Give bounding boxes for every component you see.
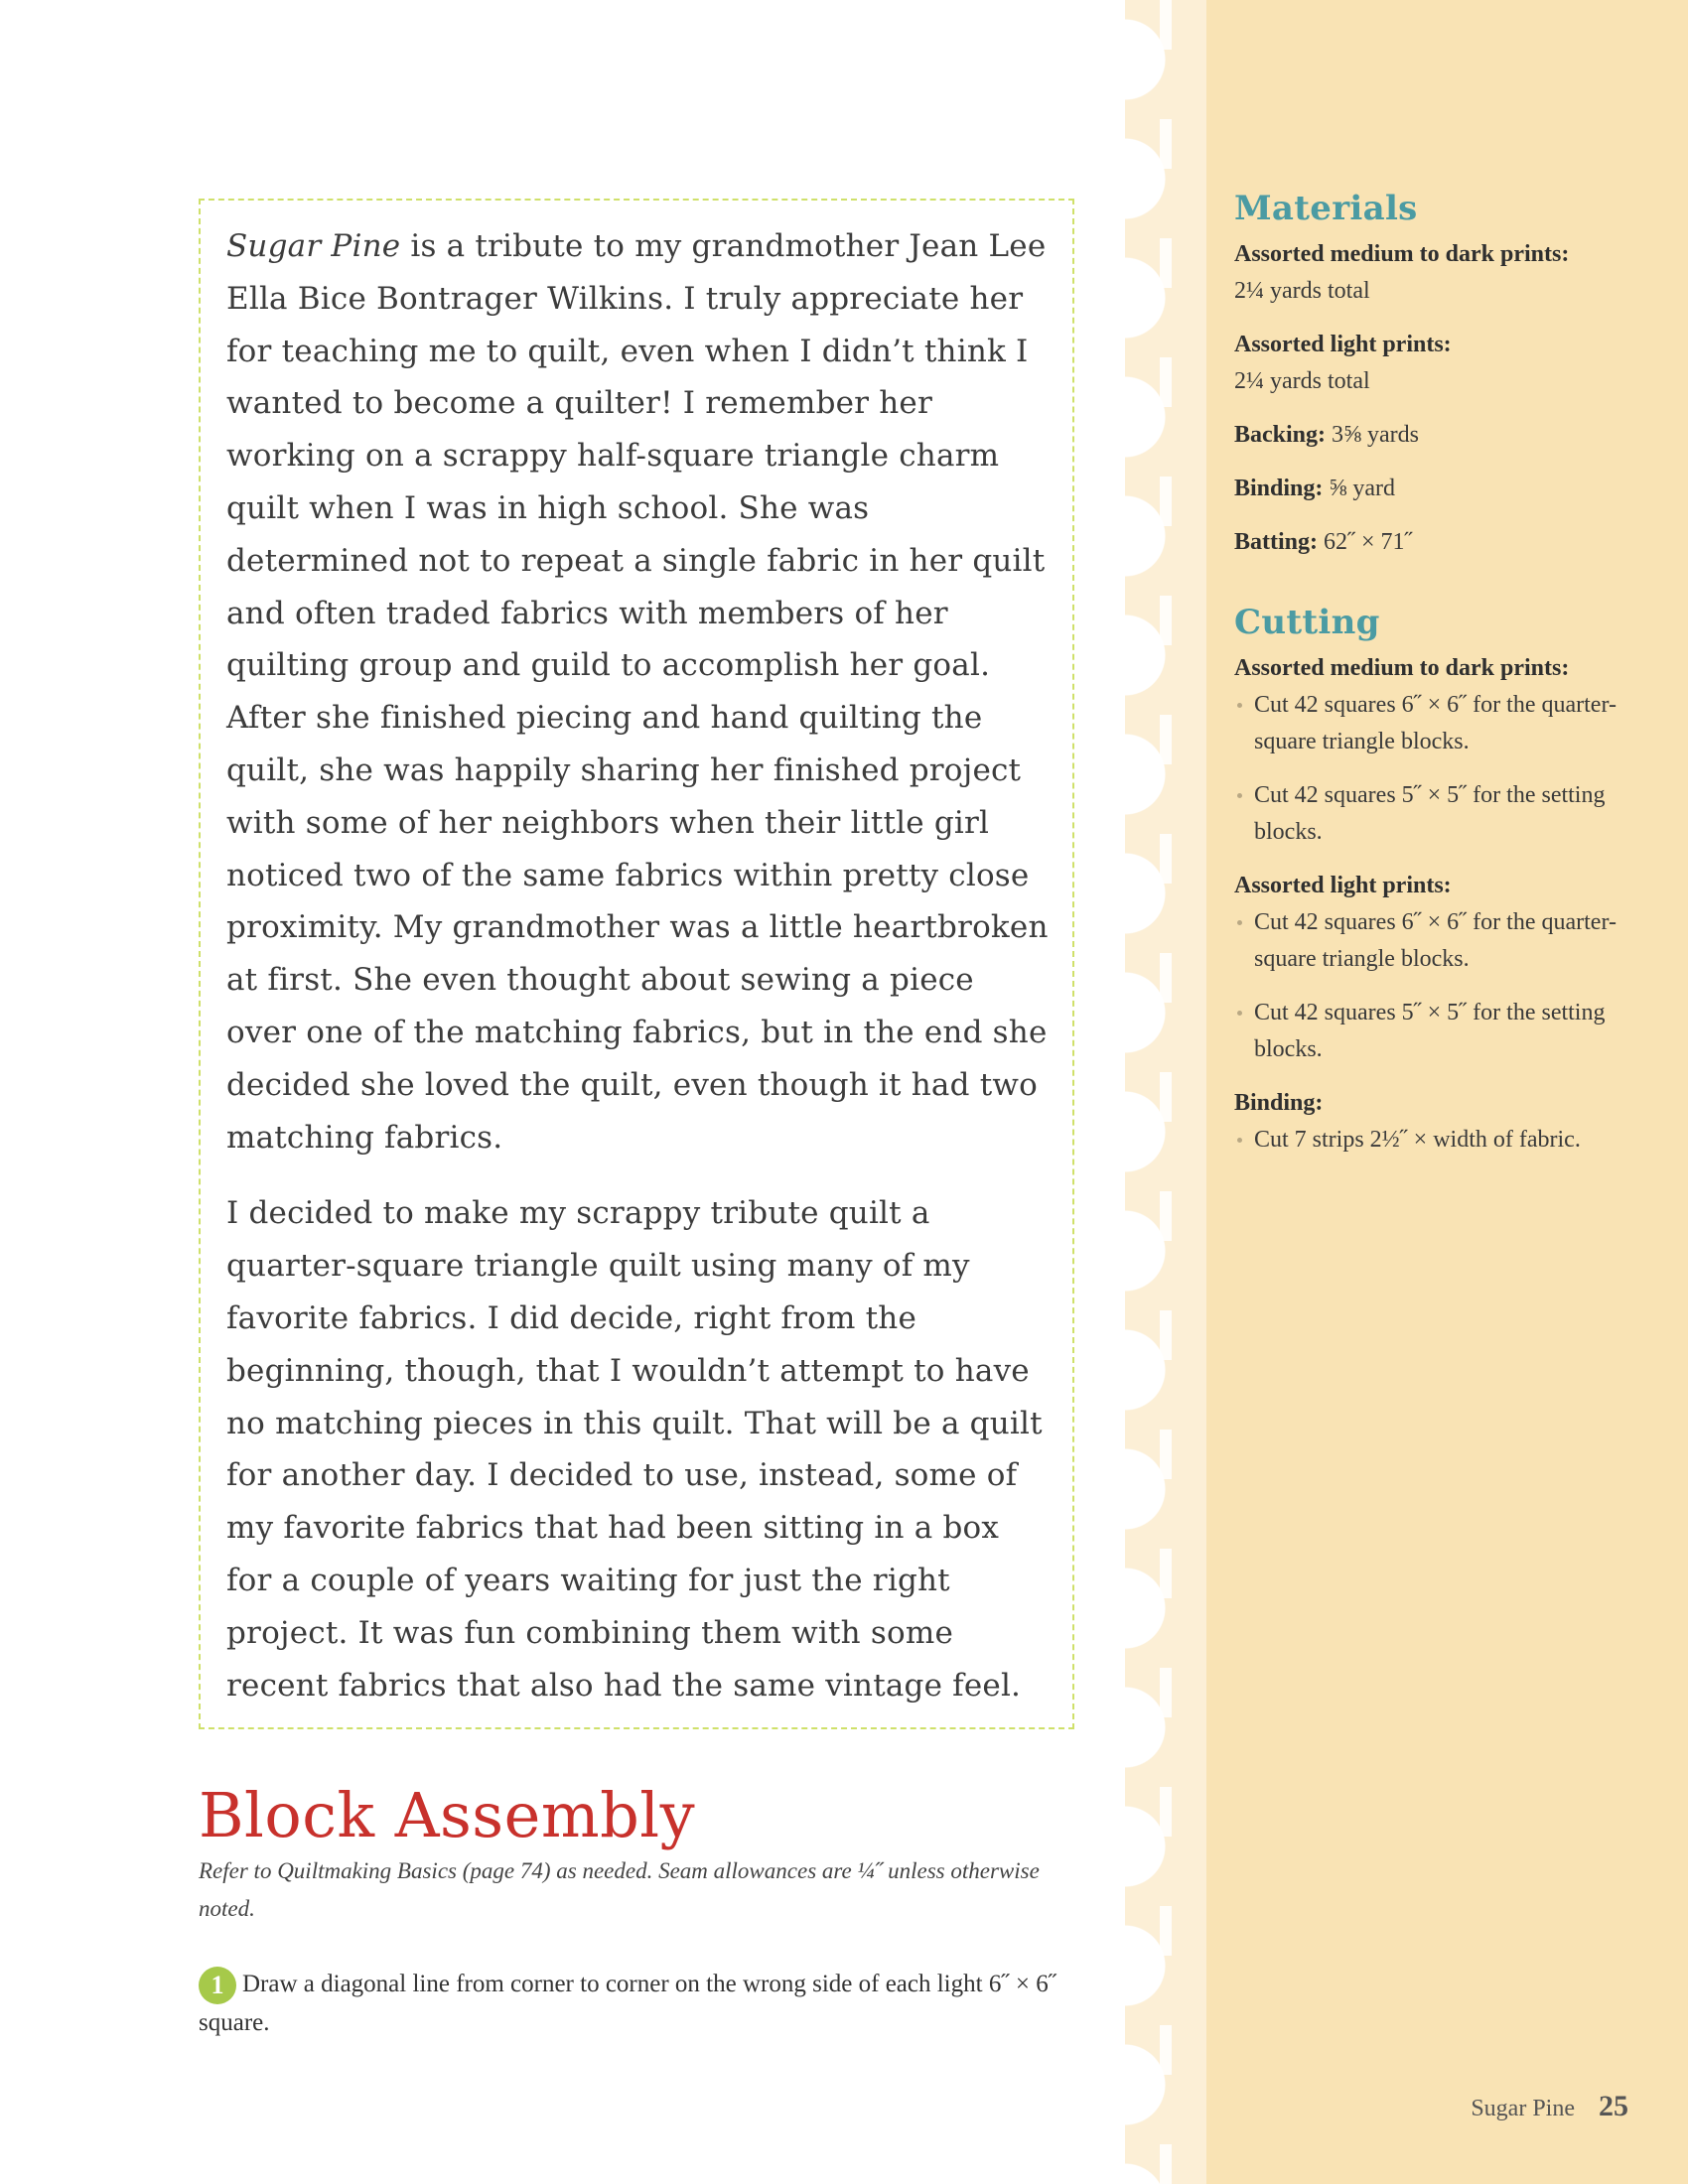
cutting-group — [1234, 868, 1661, 1068]
block-assembly-title: Block Assembly — [199, 1779, 696, 1851]
cutting-group-label: Assorted light prints: — [1234, 873, 1452, 898]
footer-title: Sugar Pine — [1471, 2096, 1575, 2121]
cutting-bullet: Cut 7 strips 2½˝ × width of fabric. — [1234, 1122, 1661, 1159]
cutting-heading: Cutting — [1234, 603, 1380, 642]
step-1 — [199, 1966, 1072, 2042]
story-box — [199, 199, 1074, 1729]
story-paragraph-1-text: is a tribute to my grandmother Jean Lee Ella Bice Bontrager Wilkins. I truly appreciate her for teaching me to quilt, even when I didn’t think I wanted to become a quilter! I remember her working on a scrappy half-square triangle charm quilt when I was in high school. She was determined not to repeat a single fabric in her quilt and often traded fabrics with members of her quilting group and guild to accomplish her goal. After she finished piecing and hand quilting the quilt, she was happily sharing her finished project with some of her neighbors when their little girl noticed two of the same fabrics within pretty close proximity. My grandmother was a little heartbroken at first. She even thought about sewing a piece over one of the matching fabrics, but in the end she decided she loved the quilt, even though it had two matching fabrics. — [226, 228, 1049, 1156]
material-item — [1234, 524, 1661, 561]
page-footer — [1390, 2090, 1628, 2123]
materials-list — [1234, 236, 1661, 561]
cutting-group — [1234, 650, 1661, 851]
cutting-bullet: Cut 42 squares 5˝ × 5˝ for the setting blocks. — [1234, 777, 1661, 851]
scallop-stripe — [1160, 0, 1172, 2184]
material-label: Backing: — [1234, 422, 1327, 448]
material-item — [1234, 327, 1661, 400]
cutting-group-label: Assorted medium to dark prints: — [1234, 655, 1570, 681]
cutting-bullet: Cut 42 squares 5˝ × 5˝ for the setting blocks. — [1234, 995, 1661, 1068]
story-title-italic: Sugar Pine — [226, 228, 401, 264]
material-item — [1234, 471, 1661, 507]
block-assembly-subtitle: Refer to Quiltmaking Basics (page 74) as needed. Seam allowances are ¼˝ unless otherwise noted. — [199, 1858, 1040, 1921]
material-label: Batting: — [1234, 529, 1318, 555]
material-value: 2¼ yards total — [1234, 278, 1370, 304]
material-value: 62˝ × 71˝ — [1318, 529, 1413, 555]
material-value: ⅝ yard — [1323, 476, 1396, 501]
story-paragraph-2: I decided to make my scrappy tribute quilt a quarter-square triangle quilt using many of my favorite fabrics. I did decide, right from the beginning, though, that I wouldn’t attempt to have no matching pieces in this quilt. That will be a quilt for another day. I decided to use, instead, some of my favorite fabrics that had been sitting in a box for a couple of years waiting for just the right project. It was fun combining them with some recent fabrics that also had the same vintage feel. — [226, 1195, 1043, 1704]
material-item — [1234, 236, 1661, 310]
story-paragraph-1 — [226, 220, 1049, 1163]
material-value: 2¼ yards total — [1234, 368, 1370, 394]
page-number: 25 — [1599, 2090, 1628, 2122]
cutting-bullet: Cut 42 squares 6˝ × 6˝ for the quarter-square triangle blocks. — [1234, 904, 1661, 978]
step-number-badge: 1 — [199, 1967, 236, 2004]
material-item — [1234, 417, 1661, 454]
material-value: 3⅝ yards — [1326, 422, 1419, 448]
step-1-text: Draw a diagonal line from corner to corner on the wrong side of each light 6˝ × 6˝ square. — [199, 1971, 1057, 2036]
sidebar-content — [1234, 189, 1661, 1175]
cutting-bullet: Cut 42 squares 6˝ × 6˝ for the quarter-square triangle blocks. — [1234, 687, 1661, 760]
cutting-group-label: Binding: — [1234, 1090, 1324, 1116]
material-label: Binding: — [1234, 476, 1324, 501]
material-label: Assorted medium to dark prints: — [1234, 241, 1570, 267]
cutting-group — [1234, 1085, 1661, 1159]
materials-heading: Materials — [1234, 189, 1418, 228]
cutting-list — [1234, 650, 1661, 1159]
material-label: Assorted light prints: — [1234, 332, 1452, 357]
